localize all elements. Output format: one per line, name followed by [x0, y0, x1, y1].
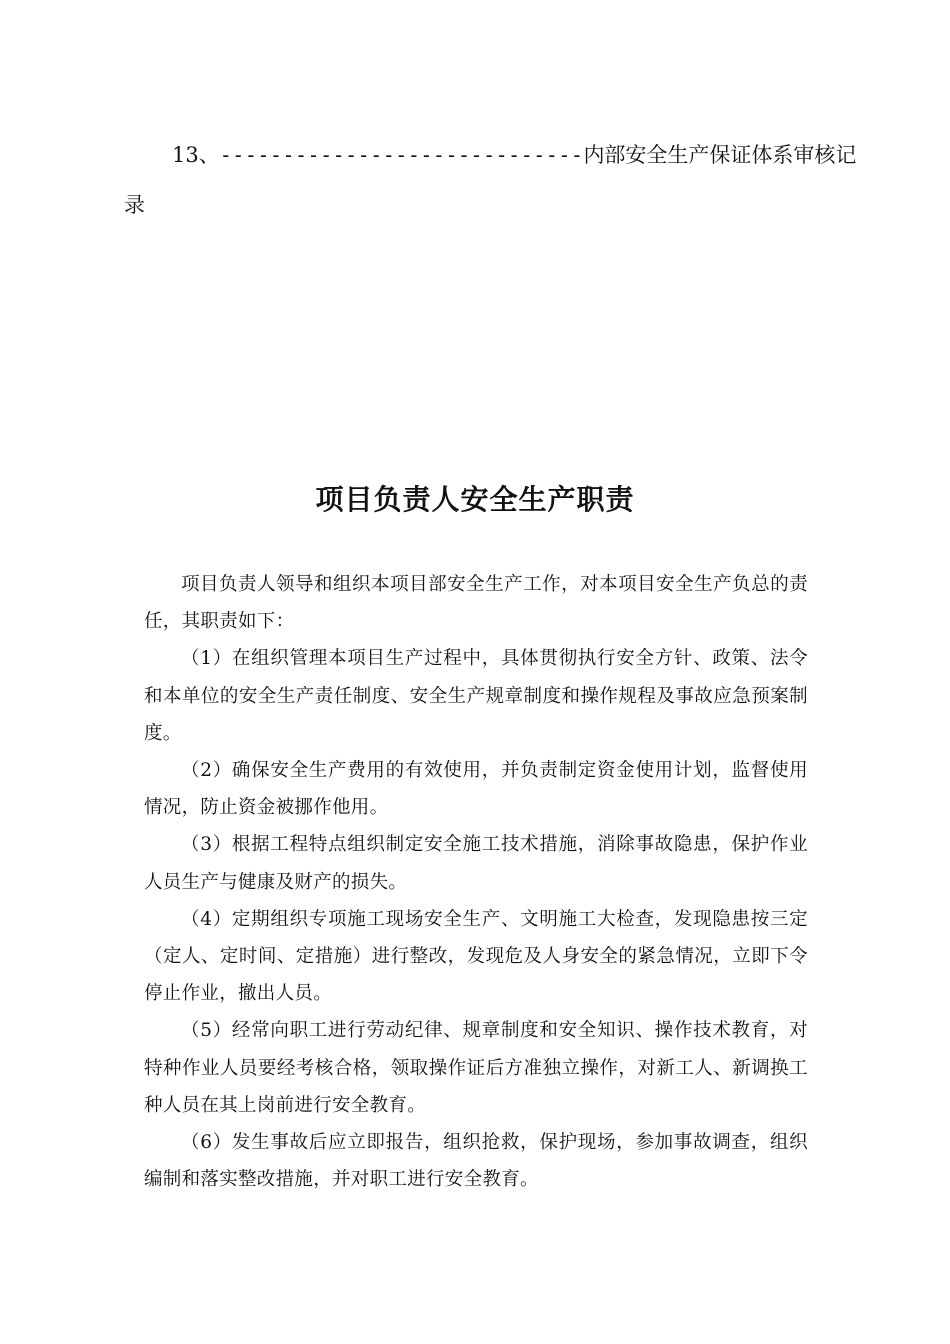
intro-paragraph: 项目负责人领导和组织本项目部安全生产工作，对本项目安全生产负总的责任，其职责如下：: [144, 574, 808, 633]
toc-title-continuation: 录: [124, 193, 145, 217]
duty-item-1: （1）在组织管理本项目生产过程中，具体贯彻执行安全方针、政策、法令和本单位的安全生产责任制度、安全生产规章制度和操作规程及事故应急预案制度。: [144, 648, 808, 744]
body-text: [144, 566, 808, 1198]
toc-entry: [124, 130, 857, 230]
toc-line: [124, 130, 857, 180]
duty-item-3: （3）根据工程特点组织制定安全施工技术措施，消除事故隐患，保护作业人员生产与健康及财产的损失。: [144, 834, 808, 893]
duty-item-4: （4）定期组织专项施工现场安全生产、文明施工大检查，发现隐患按三定（定人、定时间、定措施）进行整改，发现危及人身安全的紧急情况，立即下令停止作业，撤出人员。: [144, 908, 808, 1005]
duty-item-6: （6）发生事故后应立即报告，组织抢救，保护现场，参加事故调查，组织编制和落实整改措施，并对职工进行安全教育。: [144, 1132, 808, 1191]
duty-item-5: （5）经常向职工进行劳动纪律、规章制度和安全知识、操作技术教育，对特种作业人员要经考核合格，领取操作证后方准独立操作，对新工人、新调换工种人员在其上岗前进行安全教育。: [144, 1020, 808, 1116]
section-title: 项目负责人安全生产职责: [315, 483, 635, 516]
toc-number: 13、: [172, 143, 220, 167]
toc-title: 内部安全生产保证体系审核记: [583, 143, 857, 167]
toc-leader-dashes: -----------------------------: [219, 143, 584, 167]
duty-item-2: （2）确保安全生产费用的有效使用，并负责制定资金使用计划，监督使用情况，防止资金被挪作他用。: [144, 760, 808, 819]
